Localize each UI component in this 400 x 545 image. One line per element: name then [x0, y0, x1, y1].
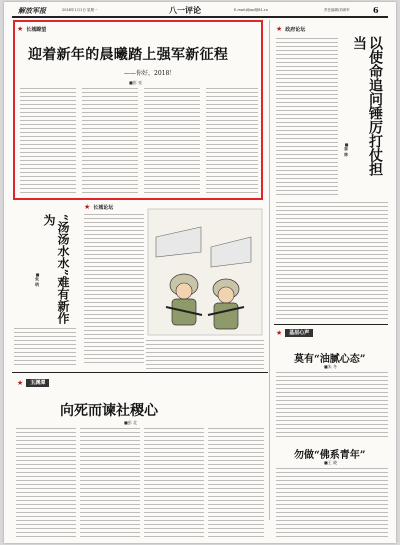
- star-icon: ★: [17, 25, 24, 33]
- right-column-author: ■李 林: [344, 142, 349, 157]
- middle-right-column-tag: ★ 基层心声: [276, 328, 313, 338]
- middle-right-author-2: ■王 晓: [324, 460, 338, 465]
- masthead-email: E-mail:jfjbpl@81.cn: [234, 8, 268, 12]
- right-column-tag: ★ 政府论坛: [276, 25, 306, 33]
- star-icon: ★: [84, 203, 91, 211]
- left-side-author: ■朱 明: [35, 272, 40, 287]
- featured-column-tag: ★ 长城瞭望: [17, 25, 47, 33]
- right-column-body-bottom: [276, 202, 388, 322]
- cartoon-caption: [146, 340, 264, 370]
- bottom-headline: 向死而谏社稷心: [60, 403, 158, 419]
- page-number: 6: [373, 5, 379, 15]
- masthead-editor: 责任编辑/刘承军: [324, 8, 350, 12]
- bottom-body-col-4: [208, 428, 264, 538]
- bottom-author: ■彭 北: [124, 420, 138, 425]
- right-column-headline: 以使命追问锤厉打仗担当: [351, 36, 383, 176]
- featured-body-col-2: [82, 88, 138, 194]
- featured-body-col-1: [20, 88, 76, 194]
- cartoon-section-body: [84, 214, 144, 364]
- middle-right-headline-1: 莫有“油腻心态”: [294, 354, 366, 365]
- featured-author: ■彭 亮: [129, 80, 143, 85]
- featured-subheadline: ——你好，2018！: [124, 70, 176, 77]
- column-divider: [269, 20, 270, 520]
- section-rule: [274, 324, 388, 325]
- featured-body-col-4: [206, 88, 258, 194]
- bottom-body-col-1: [16, 428, 76, 538]
- masthead-logo: 解放军报: [18, 6, 46, 15]
- bottom-body-col-2: [80, 428, 140, 538]
- masthead-section-title: 八一评论: [169, 5, 201, 15]
- star-icon: ★: [17, 379, 24, 387]
- cartoon-column-tag: ★ 长城论坛: [84, 203, 114, 211]
- newspaper-page: [4, 2, 396, 543]
- featured-headline: 迎着新年的晨曦踏上强军新征程: [28, 47, 229, 63]
- middle-right-body-1: [276, 372, 388, 440]
- soldier-cartoon: [146, 207, 264, 337]
- left-side-body: [14, 328, 76, 366]
- left-side-headline: “汤汤水水”难有新作为: [42, 214, 70, 324]
- right-column-body-top: [276, 38, 338, 198]
- middle-right-body-2: [276, 468, 388, 538]
- middle-right-headline-2: 勿做“佛系青年”: [294, 450, 366, 461]
- bottom-column-tag: ★ 玉渊潭: [17, 378, 49, 388]
- masthead-rule: [12, 16, 388, 18]
- masthead-date: 2018年1月1日 星期一: [62, 8, 98, 12]
- bottom-section-rule: [12, 372, 268, 373]
- star-icon: ★: [276, 329, 283, 337]
- middle-right-author-1: ■朱 冬: [324, 364, 338, 369]
- star-icon: ★: [276, 25, 283, 33]
- featured-body-col-3: [144, 88, 200, 194]
- bottom-body-col-3: [144, 428, 204, 538]
